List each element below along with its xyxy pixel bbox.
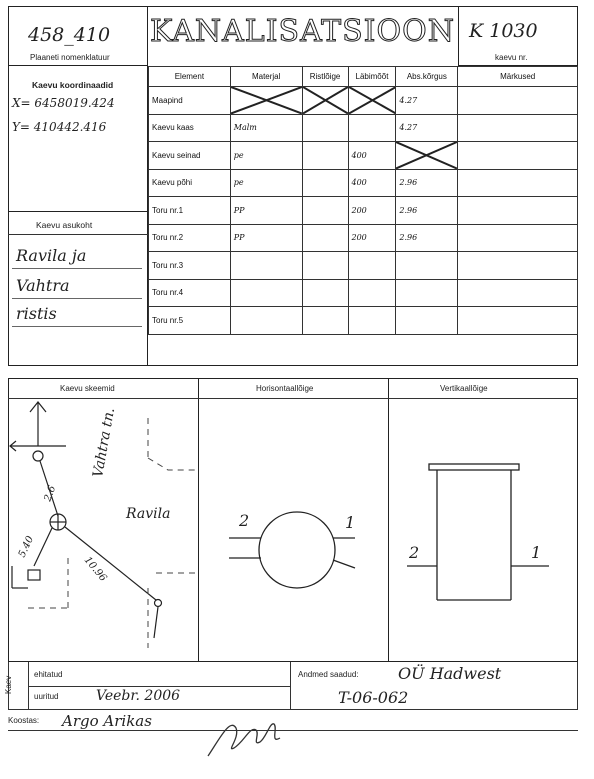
cell-markused xyxy=(458,252,578,280)
cell-element: Kaevu seinad xyxy=(149,142,231,170)
mapsheet-label: Plaaneti nomenklatuur xyxy=(30,53,110,62)
th-markused: Märkused xyxy=(458,67,578,87)
cell-abs: 2.96 xyxy=(396,224,458,252)
table-row xyxy=(149,279,578,307)
table-row xyxy=(149,87,578,115)
th-labimoot: Läbimõõt xyxy=(348,67,396,87)
data-table xyxy=(148,66,578,335)
cell-labimoot: 400 xyxy=(348,169,396,197)
scheme-dist-2: 5.40 xyxy=(16,534,37,560)
scheme-dist-3: 10.96 xyxy=(81,554,109,584)
horizontal-label: Horisontaallõige xyxy=(256,384,314,393)
cross-mark xyxy=(396,142,457,169)
footer-row1-label: ehitatud xyxy=(34,670,63,679)
cell-abs: 2.96 xyxy=(396,197,458,225)
cell-markused xyxy=(458,142,578,170)
footer-author-label: Koostas: xyxy=(8,716,40,725)
cell-abs: 4.27 xyxy=(396,114,458,142)
th-abs: Abs.kõrgus xyxy=(396,67,458,87)
footer-data-value-2: T-06-062 xyxy=(338,688,409,707)
table-row xyxy=(149,307,578,335)
cell-materjal: PP xyxy=(230,197,302,225)
coord-x: X= 6458019.424 xyxy=(12,96,115,110)
cell-element: Toru nr.1 xyxy=(149,197,231,225)
footer-row2-label: uuritud xyxy=(34,692,59,701)
location-label: Kaevu asukoht xyxy=(36,220,93,230)
footer-data-label: Andmed saadud: xyxy=(298,670,359,679)
well-number-cell xyxy=(458,6,578,66)
cell-abs xyxy=(396,142,458,170)
mapsheet-cell xyxy=(8,6,148,66)
cell-markused xyxy=(458,169,578,197)
cell-ristloige xyxy=(302,114,348,142)
cell-ristloige xyxy=(302,307,348,335)
cell-labimoot: 400 xyxy=(348,142,396,170)
cell-materjal xyxy=(230,87,302,115)
vsec-pipe-1: 1 xyxy=(531,543,542,562)
th-ristloige: Ristlõige xyxy=(302,67,348,87)
coords-label: Kaevu koordinaadid xyxy=(32,80,114,90)
cell-labimoot xyxy=(348,279,396,307)
cross-mark xyxy=(349,87,396,114)
cell-element: Maapind xyxy=(149,87,231,115)
cell-materjal: PP xyxy=(230,224,302,252)
cell-markused xyxy=(458,114,578,142)
location-block xyxy=(8,212,148,366)
cell-materjal: Malm xyxy=(230,114,302,142)
cell-element: Toru nr.4 xyxy=(149,279,231,307)
signature xyxy=(200,708,290,768)
footer-side-label: Kaev xyxy=(4,675,13,694)
cell-element: Kaevu kaas xyxy=(149,114,231,142)
cell-markused xyxy=(458,224,578,252)
scheme-dist-1: 2.6 xyxy=(42,484,59,504)
cross-mark xyxy=(231,87,302,114)
footer-data-value-1: OÜ Hadwest xyxy=(398,664,502,683)
cell-labimoot xyxy=(348,307,396,335)
coord-y: Y= 410442.416 xyxy=(12,120,107,134)
table-row xyxy=(149,224,578,252)
coords-block xyxy=(8,66,148,212)
cell-labimoot: 200 xyxy=(348,197,396,225)
cell-ristloige xyxy=(302,224,348,252)
cell-abs xyxy=(396,252,458,280)
cell-ristloige xyxy=(302,142,348,170)
hsec-pipe-2: 2 xyxy=(239,511,250,530)
footer-row-line xyxy=(28,686,290,687)
cell-markused xyxy=(458,279,578,307)
cell-labimoot xyxy=(348,114,396,142)
table-row xyxy=(149,169,578,197)
footer-author-value: Argo Arikas xyxy=(62,712,152,730)
cell-element: Toru nr.2 xyxy=(149,224,231,252)
table-header-row xyxy=(149,67,578,87)
cell-abs: 4.27 xyxy=(396,87,458,115)
cell-materjal xyxy=(230,307,302,335)
cell-element: Toru nr.5 xyxy=(149,307,231,335)
cell-ristloige xyxy=(302,279,348,307)
vertical-section-drawing xyxy=(389,398,578,662)
vsec-pipe-2: 2 xyxy=(409,543,420,562)
table-row xyxy=(149,252,578,280)
horizontal-section-drawing xyxy=(199,398,388,662)
cell-markused xyxy=(458,197,578,225)
footer-author-line xyxy=(8,730,578,731)
scheme-street-1: Vahtra tn. xyxy=(90,406,119,479)
scheme-label: Kaevu skeemid xyxy=(60,384,115,393)
cell-labimoot xyxy=(348,87,396,115)
cell-abs: 2.96 xyxy=(396,169,458,197)
cell-materjal xyxy=(230,252,302,280)
cell-markused xyxy=(458,87,578,115)
table-row xyxy=(149,197,578,225)
cell-materjal: pe xyxy=(230,142,302,170)
cell-abs xyxy=(396,307,458,335)
well-number-label: kaevu nr. xyxy=(495,53,528,62)
location-line-2: Vahtra xyxy=(16,276,70,295)
table-row xyxy=(149,114,578,142)
mapsheet-number: 458_410 xyxy=(28,24,111,46)
cell-markused xyxy=(458,307,578,335)
cell-ristloige xyxy=(302,169,348,197)
well-number: K 1030 xyxy=(469,20,538,42)
th-materjal: Materjal xyxy=(230,67,302,87)
cell-materjal xyxy=(230,279,302,307)
footer-middle-divider xyxy=(290,662,291,710)
location-line-1: Ravila ja xyxy=(16,246,87,265)
cell-abs xyxy=(396,279,458,307)
scheme-street-2: Ravila xyxy=(126,506,171,522)
footer-row2-value: Veebr. 2006 xyxy=(96,688,181,704)
hsec-pipe-1: 1 xyxy=(345,513,356,532)
cell-materjal: pe xyxy=(230,169,302,197)
th-element: Element xyxy=(149,67,231,87)
vertical-label: Vertikaallõige xyxy=(440,384,488,393)
cell-ristloige xyxy=(302,197,348,225)
page-title: KANALISATSIOON xyxy=(150,14,455,49)
cell-labimoot: 200 xyxy=(348,224,396,252)
cell-element: Kaevu põhi xyxy=(149,169,231,197)
location-line-3: ristis xyxy=(16,304,57,323)
cell-ristloige xyxy=(302,87,348,115)
well-scheme-drawing xyxy=(8,398,198,662)
cell-labimoot xyxy=(348,252,396,280)
table-row xyxy=(149,142,578,170)
cell-element: Toru nr.3 xyxy=(149,252,231,280)
cell-ristloige xyxy=(302,252,348,280)
cross-mark xyxy=(303,87,348,114)
